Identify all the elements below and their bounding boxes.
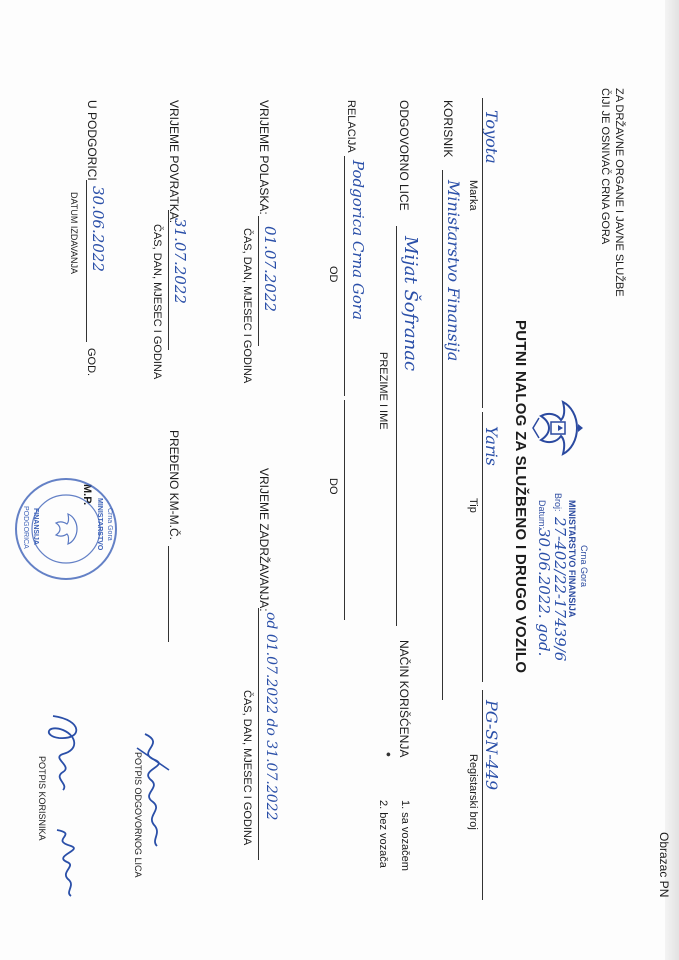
marka-label: Marka [467,180,479,211]
odgovorno-line [396,226,397,626]
povratak-sublabel: ČAS, DAN, MJESEC I GODINA [151,224,163,380]
relacija-do-line [344,400,345,620]
datum-value: 30.06.2022. god. [535,528,553,657]
zadrzavanje-label: VRIJEME ZADRŽAVANJA: [257,468,271,612]
izdavanje-label: U PODGORICI [85,100,99,181]
odgovorno-label: ODGOVORNO LICE [397,100,411,211]
korisnik-line [442,170,443,700]
polazak-line [258,216,259,346]
reg-label: Registarski broj [467,754,479,830]
tip-label: Tip [467,498,479,513]
polazak-label: VRIJEME POLASKA: [257,100,271,215]
odgovorno-signature-label: POTPIS ODGOVORNOG LICA [133,752,143,878]
relacija-od-line [344,156,345,396]
relacija-label: RELACIJA [345,100,357,153]
polazak-value: 01.07.2022 [261,226,279,312]
stamp-line-3: FINANSIJA [32,508,39,545]
scope-line-1: ZA DRŽAVNE ORGANE I JAVNE SLUŽBE [613,88,625,297]
povratak-line [168,210,169,350]
stamp-line-1: Crna Gora [106,508,113,541]
izdavanje-god: GOD. [85,348,97,377]
form-label: Obrazac PN [657,832,671,898]
zadrzavanje-value: od 01.07.2022 do 31.07.2022 [263,612,279,821]
marka-line [482,98,483,408]
coat-of-arms-icon [529,398,589,458]
odgovorno-sublabel: PREZIME I IME [377,352,389,430]
zadrzavanje-sublabel: ČAS, DAN, MJESEC I GODINA [241,690,253,846]
korisnik-signature-label: POTPIS KORISNIKA [37,756,47,841]
relacija-od-label: OD [327,266,339,283]
povratak-label: VRIJEME POVRATKA: [167,100,181,224]
marka-value: Toyota [482,110,501,164]
relacija-value: Podgorica Crna Gora [349,160,367,320]
relacija-do-label: DO [327,478,339,495]
predeno-label: PREĐENO KM-M.Č. [167,430,181,541]
nacin-mark: • [381,752,397,757]
broj-value: 27-402/22-17439/6 [551,517,569,662]
nacin-label: NAČIN KORIŠĆENJA [397,640,411,758]
povratak-value: 31.07.2022 [171,218,189,304]
ministry-name: MINISTARSTVO FINANSIJA [567,500,577,618]
odgovorno-value: Mijat Šofranac [400,236,421,372]
izdavanje-line [86,180,87,342]
datum-label: Datum: [537,500,547,530]
predeno-line [168,546,169,642]
mp-label: M.P. [81,484,93,506]
stamp-line-4: PODGORICA [22,506,29,549]
reg-value: PG-SN-449 [482,700,501,791]
korisnik-value: Ministarstvo Finansija [444,180,463,362]
reg-line [482,690,483,900]
korisnik-label: KORISNIK [441,100,455,158]
izdavanje-sublabel: DATUM IZDAVANJA [69,192,79,275]
izdavanje-value: 30.06.2022 [89,186,107,272]
broj-label: Broj: [553,493,563,512]
nacin-option-2: 2. bez vozača [377,800,389,868]
stamp-line-2: MINISTARSTVO [96,498,103,551]
document-title: PUTNI NALOG ZA SLUŽBENO I DRUGO VOZILO [512,320,529,674]
country-name: Crna Gora [579,545,589,588]
nacin-option-1: 1. sa vozačem [399,800,411,871]
tip-line [482,412,483,682]
tip-value: Yaris [482,426,501,466]
polazak-sublabel: ČAS, DAN, MJESEC I GODINA [241,228,253,384]
scope-line-2: ČIJI JE OSNIVAČ CRNA GORA [599,88,611,245]
zadrzavanje-line [258,608,259,860]
